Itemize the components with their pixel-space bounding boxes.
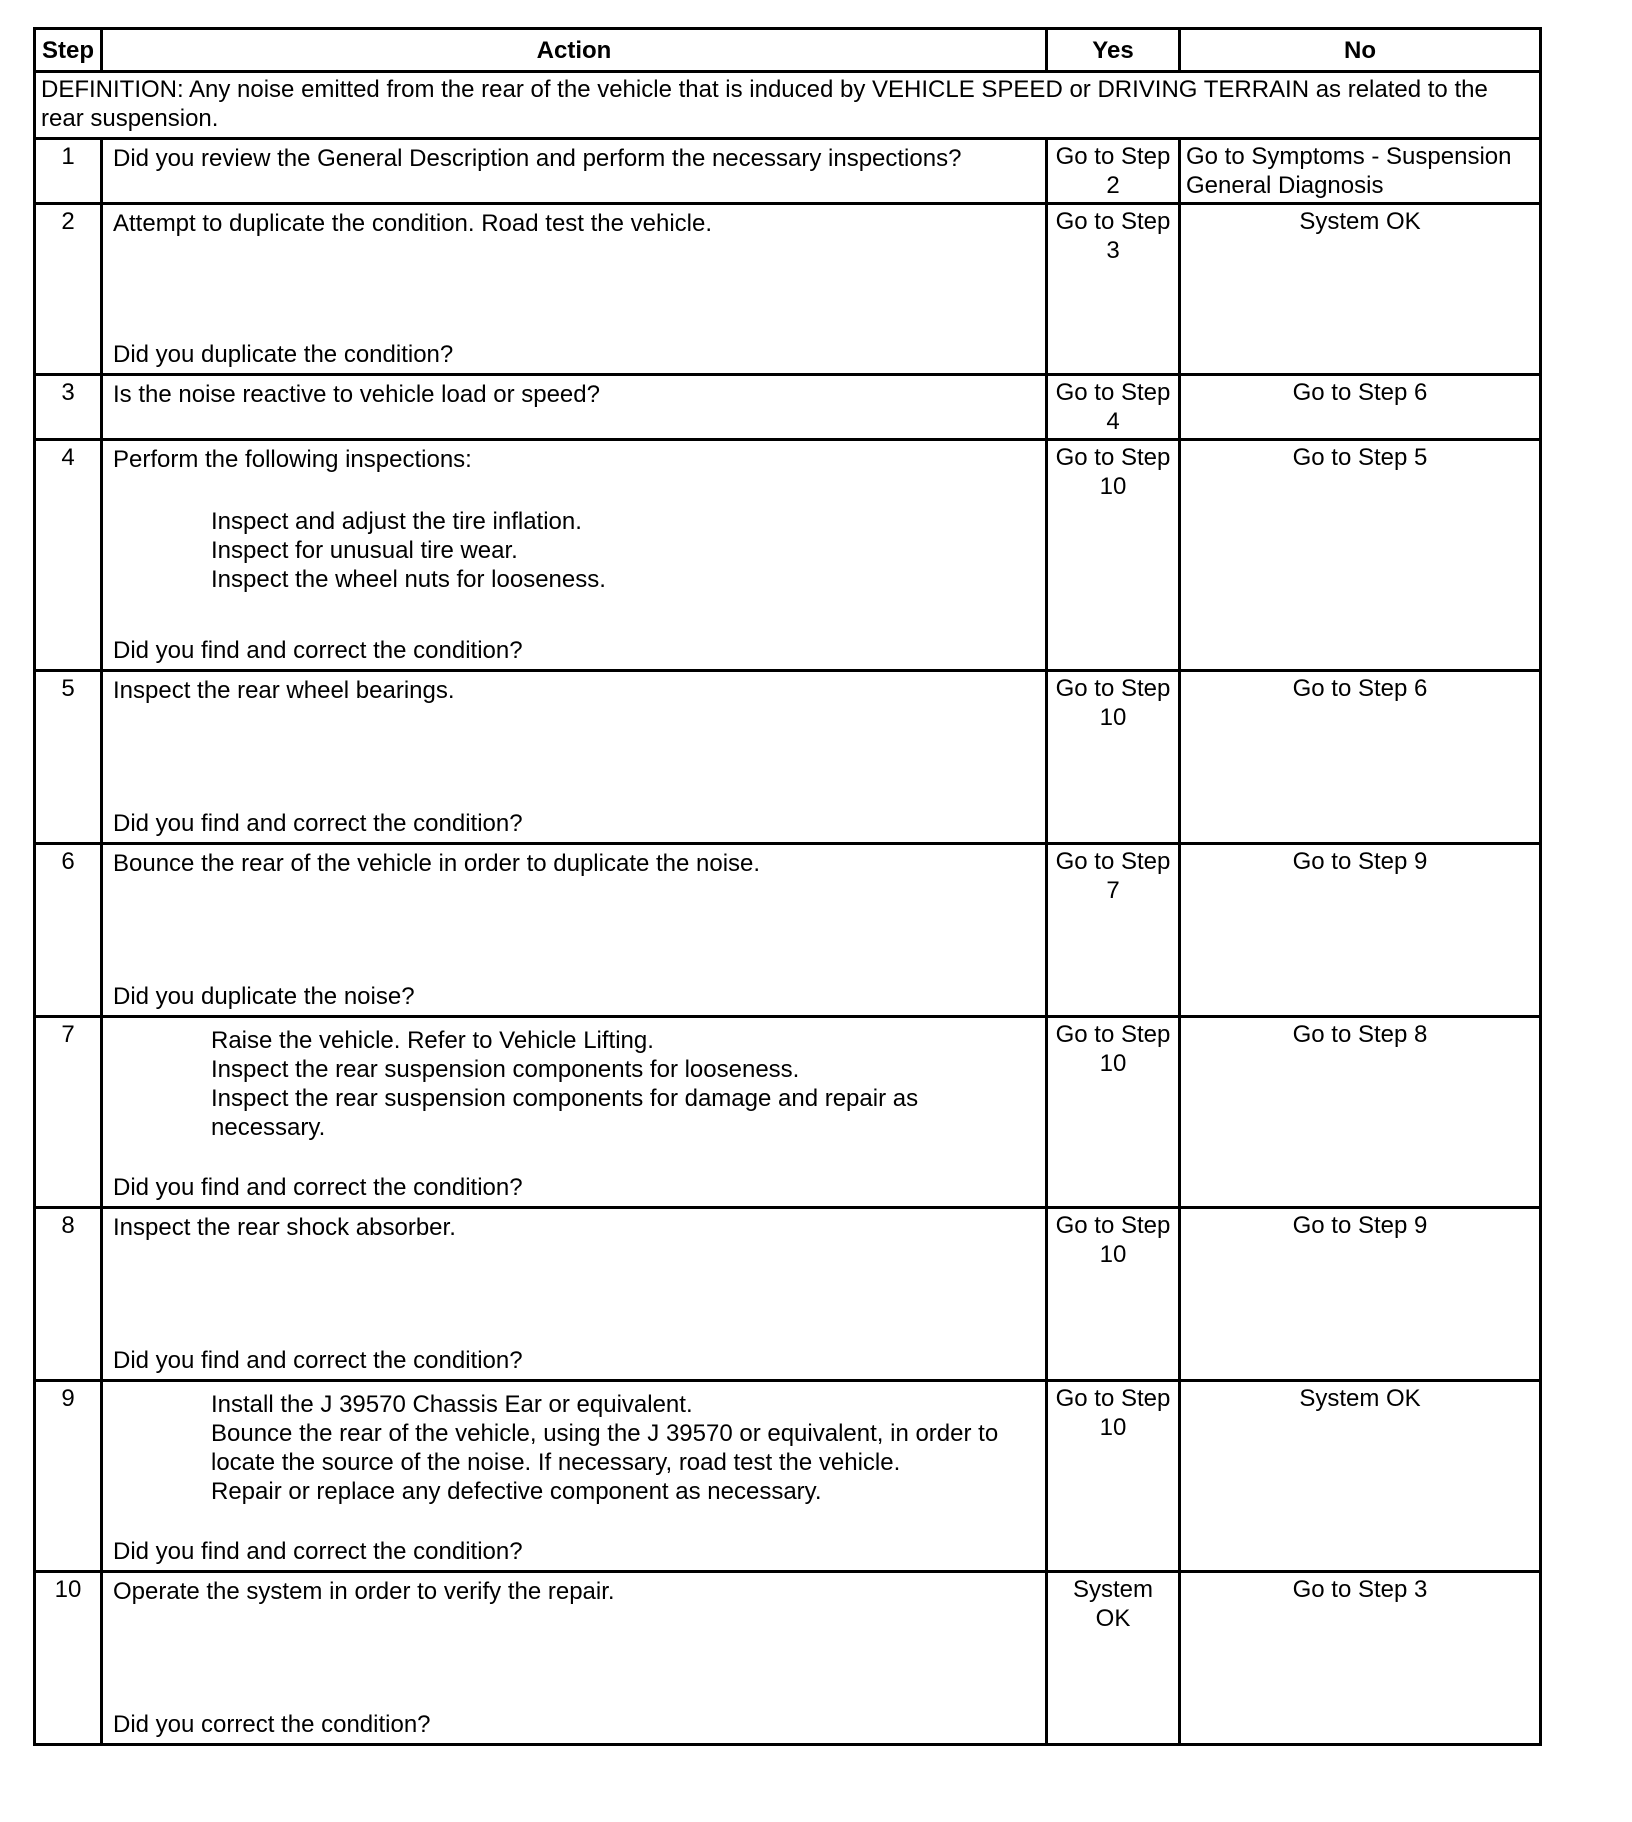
step-row [35, 375, 1541, 440]
no-result: Go to Step 8 [1180, 1017, 1541, 1208]
header-no: No [1180, 29, 1541, 72]
step-number: 5 [35, 671, 102, 844]
step-row [35, 844, 1541, 1017]
action-question: Did you duplicate the condition? [113, 341, 454, 368]
no-result: Go to Step 6 [1180, 375, 1541, 440]
action-intro: Perform the following inspections: [113, 446, 472, 473]
action-substep: Inspect for unusual tire wear. [211, 537, 518, 564]
header-action: Action [102, 29, 1047, 72]
action-intro: Is the noise reactive to vehicle load or speed? [113, 381, 600, 408]
step-action [102, 440, 1047, 671]
action-question: Did you duplicate the noise? [113, 983, 415, 1010]
yes-result: Go to Step 10 [1047, 671, 1180, 844]
action-substep: Repair or replace any defective component as necessary. [211, 1478, 822, 1505]
step-row [35, 204, 1541, 375]
step-action [102, 671, 1047, 844]
action-substep: Inspect the wheel nuts for looseness. [211, 566, 606, 593]
yes-result: Go to Step 10 [1047, 1381, 1180, 1572]
header-row [35, 29, 1541, 72]
action-substeps [113, 1390, 1035, 1506]
step-row [35, 1017, 1541, 1208]
definition-text: DEFINITION: Any noise emitted from the rear of the vehicle that is induced by VEHICLE SPEED or DRIVING TERRAIN as related to the rear suspension. [35, 72, 1541, 139]
action-question: Did you find and correct the condition? [113, 637, 523, 664]
action-intro: Operate the system in order to verify the repair. [113, 1578, 615, 1605]
step-number: 4 [35, 440, 102, 671]
step-row [35, 440, 1541, 671]
step-action [102, 139, 1047, 204]
step-number: 8 [35, 1208, 102, 1381]
action-question: Did you find and correct the condition? [113, 810, 523, 837]
yes-result: Go to Step 10 [1047, 1208, 1180, 1381]
header-step: Step [35, 29, 102, 72]
no-result: System OK [1180, 204, 1541, 375]
no-result: Go to Step 3 [1180, 1572, 1541, 1745]
yes-result: Go to Step 3 [1047, 204, 1180, 375]
step-action [102, 1572, 1047, 1745]
step-action [102, 1208, 1047, 1381]
yes-result: Go to Step 4 [1047, 375, 1180, 440]
no-result: Go to Step 6 [1180, 671, 1541, 844]
step-row [35, 671, 1541, 844]
step-number: 10 [35, 1572, 102, 1745]
no-result: Go to Step 9 [1180, 1208, 1541, 1381]
step-number: 9 [35, 1381, 102, 1572]
no-result: Go to Symptoms - Suspension General Diagnosis [1180, 139, 1541, 204]
action-intro: Did you review the General Description and perform the necessary inspections? [113, 145, 962, 172]
step-number: 2 [35, 204, 102, 375]
step-action [102, 844, 1047, 1017]
action-intro: Attempt to duplicate the condition. Road test the vehicle. [113, 210, 713, 237]
action-substeps [113, 1026, 1035, 1142]
diagnostic-table [33, 27, 1542, 1746]
action-question: Did you find and correct the condition? [113, 1538, 523, 1565]
yes-result: Go to Step 2 [1047, 139, 1180, 204]
step-action [102, 1381, 1047, 1572]
action-substep: Install the J 39570 Chassis Ear or equivalent. [211, 1391, 693, 1418]
action-intro: Inspect the rear wheel bearings. [113, 677, 455, 704]
step-action [102, 1017, 1047, 1208]
no-result: Go to Step 9 [1180, 844, 1541, 1017]
step-row [35, 1572, 1541, 1745]
step-number: 1 [35, 139, 102, 204]
step-action [102, 204, 1047, 375]
header-yes: Yes [1047, 29, 1180, 72]
no-result: System OK [1180, 1381, 1541, 1572]
action-substeps [113, 507, 1035, 594]
action-substep: Raise the vehicle. Refer to Vehicle Lifting. [211, 1027, 654, 1054]
action-intro: Inspect the rear shock absorber. [113, 1214, 456, 1241]
yes-result: Go to Step 10 [1047, 440, 1180, 671]
yes-result: Go to Step 10 [1047, 1017, 1180, 1208]
no-result: Go to Step 5 [1180, 440, 1541, 671]
action-substep: Inspect the rear suspension components for damage and repair as necessary. [211, 1085, 919, 1141]
action-question: Did you correct the condition? [113, 1711, 431, 1738]
action-substep: Bounce the rear of the vehicle, using the J 39570 or equivalent, in order to locate the source of the noise. If necessary, road test the vehicle. [211, 1420, 999, 1476]
action-question: Did you find and correct the condition? [113, 1347, 523, 1374]
action-question: Did you find and correct the condition? [113, 1174, 523, 1201]
definition-row [35, 72, 1541, 139]
yes-result: System OK [1047, 1572, 1180, 1745]
yes-result: Go to Step 7 [1047, 844, 1180, 1017]
step-action [102, 375, 1047, 440]
step-number: 3 [35, 375, 102, 440]
step-row [35, 1381, 1541, 1572]
action-substep: Inspect and adjust the tire inflation. [211, 508, 582, 535]
step-row [35, 1208, 1541, 1381]
step-number: 7 [35, 1017, 102, 1208]
action-substep: Inspect the rear suspension components for looseness. [211, 1056, 800, 1083]
step-number: 6 [35, 844, 102, 1017]
step-row [35, 139, 1541, 204]
action-intro: Bounce the rear of the vehicle in order to duplicate the noise. [113, 850, 761, 877]
